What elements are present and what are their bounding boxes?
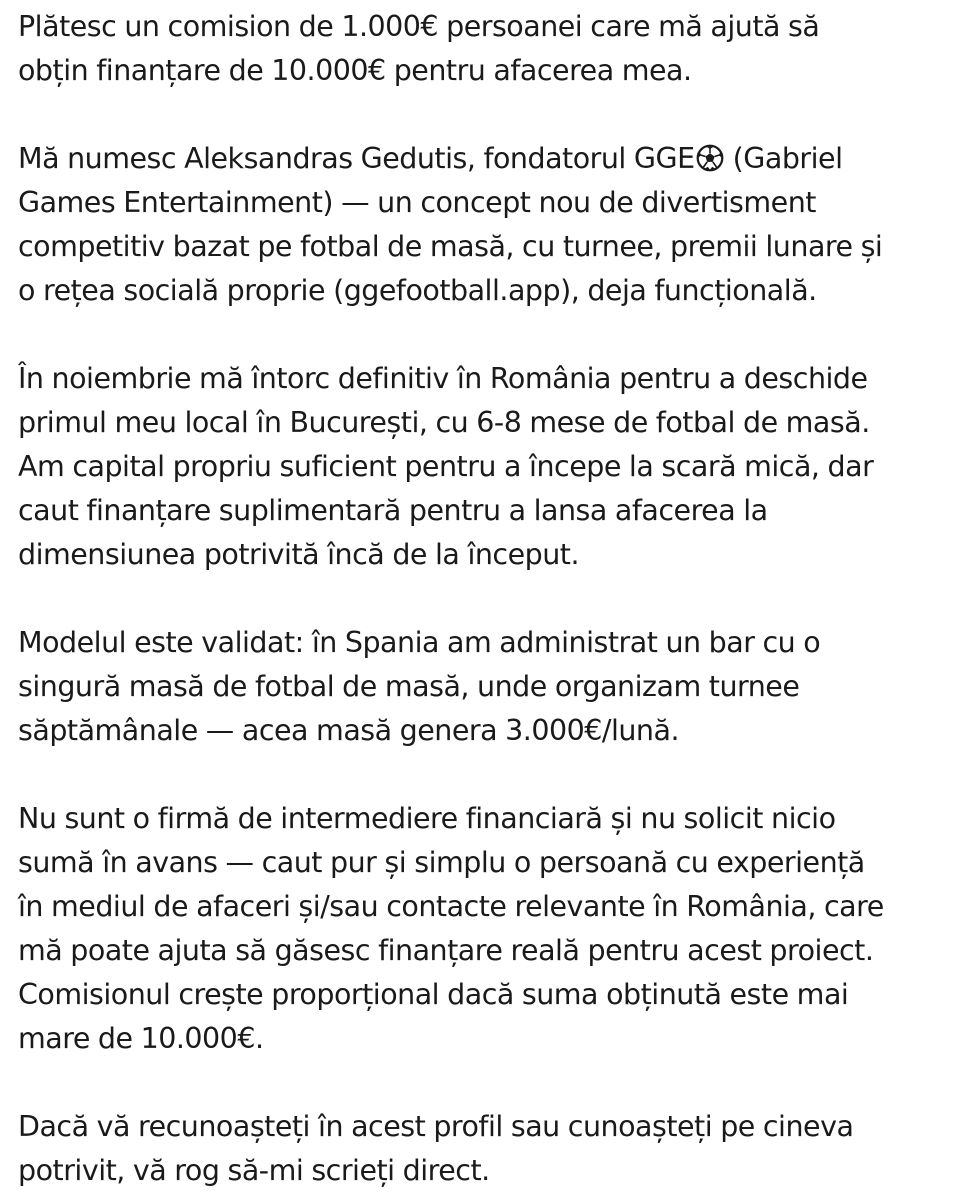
text-line: Dacă vă recunoașteți în acest profil sau cunoașteți pe cineva: [18, 1110, 854, 1143]
text-line: în mediul de afaceri și/sau contacte relevante în România, care: [18, 890, 884, 923]
text-line: Plătesc un comision de 1.000€ persoanei care mă ajută să: [18, 10, 820, 43]
text-line: Games Entertainment) — un concept nou de divertisment: [18, 186, 816, 219]
text-line: potrivit, vă rog să-mi scrieți direct.: [18, 1154, 490, 1187]
text-line: mare de 10.000€.: [18, 1022, 264, 1055]
text-line: Nu sunt o firmă de intermediere financiară și nu solicit nicio: [18, 802, 836, 835]
text-line: o rețea socială proprie (ggefootball.app), deja funcțională.: [18, 274, 817, 307]
text-line: sumă în avans — caut pur și simplu o persoană cu experiență: [18, 846, 865, 879]
paragraph-commission-offer: [18, 5, 948, 93]
text-line: [18, 137, 948, 181]
text-line: dimensiunea potrivită încă de la început.: [18, 538, 580, 571]
post-body: [18, 5, 948, 1193]
text-line: singură masă de fotbal de masă, unde organizam turnee: [18, 670, 800, 703]
text-line: primul meu local în București, cu 6-8 mese de fotbal de masă.: [18, 406, 870, 439]
text-line: Am capital propriu suficient pentru a începe la scară mică, dar: [18, 450, 874, 483]
text-segment: (Gabriel: [724, 142, 843, 175]
paragraph-introduction: [18, 137, 948, 313]
text-line: În noiembrie mă întorc definitiv în România pentru a deschide: [18, 362, 868, 395]
paragraph-disclaimer: [18, 797, 948, 1061]
text-line: mă poate ajuta să găsesc finanțare reală pentru acest proiect.: [18, 934, 874, 967]
text-line: competitiv bazat pe fotbal de masă, cu turnee, premii lunare și: [18, 230, 883, 263]
text-line: Modelul este validat: în Spania am administrat un bar cu o: [18, 626, 821, 659]
paragraph-model-validation: [18, 621, 948, 753]
text-segment: Mă numesc Aleksandras Gedutis, fondatorul GGE: [18, 142, 695, 175]
soccer-ball-icon: [696, 141, 724, 169]
text-line: săptămânale — acea masă genera 3.000€/lună.: [18, 714, 680, 747]
text-line: caut finanțare suplimentară pentru a lansa afacerea la: [18, 494, 768, 527]
paragraph-plans: [18, 357, 948, 577]
paragraph-call-to-action: [18, 1105, 948, 1193]
text-line: Comisionul crește proporțional dacă suma obținută este mai: [18, 978, 849, 1011]
text-line: obțin finanțare de 10.000€ pentru afacerea mea.: [18, 54, 692, 87]
